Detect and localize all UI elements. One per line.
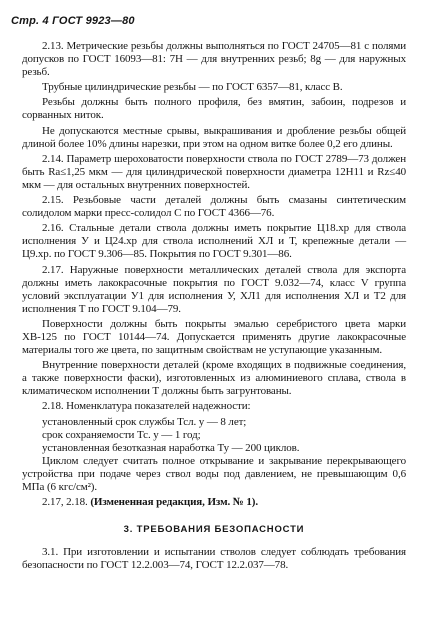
paragraph-thread-profile: Резьбы должны быть полного профиля, без вмятин, забоин, подрезов и сорванных ниток. — [22, 96, 406, 122]
amendment-text: (Измененная редакция, Изм. № 1). — [90, 496, 258, 509]
paragraph-enamel: Поверхности должны быть покрыты эмалью серебристого цвета марки ХВ-125 по ГОСТ 10144—74. Допускается применять другие лакокрасочные материалы того же цвета, по защитным свойствам не уступающие указанным. — [22, 317, 406, 357]
amendment-prefix: 2.17, 2.18. — [42, 496, 91, 509]
paragraph-2-14: 2.14. Параметр шероховатости поверхности ствола по ГОСТ 2789—73 должен быть Ra≤1,25 мкм — для цилиндрической поверхности диаметра 12Н11 и Rz≤40 мкм — для остальных внутренних поверхностей. — [22, 152, 406, 191]
document-body — [22, 40, 406, 574]
paragraph-2-15: 2.15. Резьбовые части деталей должны быть смазаны синтетическим солидолом марки пресс-солидол С по ГОСТ 4366—76. — [22, 194, 406, 220]
reliability-service-life: установленный срок службы Тсл. у — 8 лет; — [42, 415, 247, 428]
paragraph-pipe-threads: Трубные цилиндрические резьбы — по ГОСТ 6357—81, класс В. — [42, 81, 343, 94]
section-title-safety: 3. ТРЕБОВАНИЯ БЕЗОПАСНОСТИ — [123, 524, 305, 536]
reliability-mtbf: установленная безотказная наработка Ту — 200 циклов. — [42, 441, 300, 454]
paragraph-2-17: 2.17. Наружные поверхности металлических деталей ствола для экспорта должны иметь лакокрасочные покрытия по ГОСТ 9.032—74, класс V группа условий эксплуатации У1 для исполнения У, ХЛ1 для исполнения ХЛ и Т2 для исполнения Т по ГОСТ 9.104—79. — [22, 263, 406, 315]
paragraph-3-1: 3.1. При изготовлении и испытании стволов следует соблюдать требования безопасности по ГОСТ 12.2.003—74, ГОСТ 12.2.037—78. — [22, 546, 406, 572]
paragraph-2-13: 2.13. Метрические резьбы должны выполняться по ГОСТ 24705—81 с полями допусков по ГОСТ 16093—81: 7Н — для внутренних резьб; 8g — для наружных резьб. — [22, 40, 406, 79]
paragraph-cycle-definition: Циклом следует считать полное открывание и закрывание перекрывающего устройства при подаче через ствол воды под давлением, не превышающим 0,6 МПа (6 кгс/см²). — [22, 454, 406, 493]
amendment-note — [22, 496, 406, 509]
reliability-storage-life: срок сохраняемости Тс. у — 1 год; — [42, 428, 201, 441]
paragraph-primer: Внутренние поверхности деталей (кроме входящих в подвижные соединения, а также поверхности фаски), изготовленных из алюминиевого сплава, ствола в климатическом исполнении Т должны быть загрунтованы. — [22, 359, 406, 398]
paragraph-thread-defects: Не допускаются местные срывы, выкрашивания и дробление резьбы общей длиной более 10% длины нарезки, при этом на одном витке более 0,2 его длины. — [22, 124, 406, 150]
page-header: Стр. 4 ГОСТ 9923—80 — [11, 15, 135, 27]
paragraph-2-18: 2.18. Номенклатура показателей надежности: — [42, 400, 251, 413]
paragraph-2-16: 2.16. Стальные детали ствола должны иметь покрытие Ц18.хр для ствола исполнения У и Ц24.хр для ствола исполнений ХЛ и Т, крепежные детали — Ц9.хр. по ГОСТ 9.306—85. Покрытия по ГОСТ 9.301—86. — [22, 222, 406, 261]
